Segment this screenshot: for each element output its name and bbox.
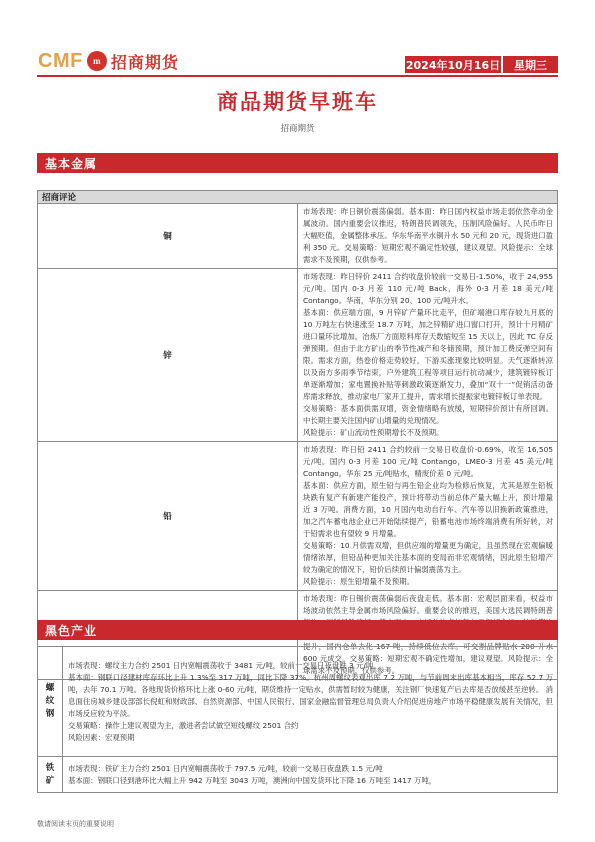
row-category: 锌 [38, 269, 298, 442]
table-row-copper [38, 204, 558, 269]
row-paragraph: 市场表现：昨日铅 2411 合约较前一交易日收盘价-0.69%，收至 16,505 元/吨。国内 0-3 月差 100 元/吨 Contango，LME0-3 月差 45 美元/吨 Contango。华东 25 元/吨贴水，精废价差 0 元/吨。 [303, 445, 553, 478]
page-subtitle: 招商期货 [280, 124, 315, 134]
report-date: 2024年10月16日 [405, 56, 501, 73]
row-paragraph: 市场表现：螺纹主力合约 2501 日内宽幅震荡收于 3481 元/吨，较前一交易日夜盘跌 3 元/吨 [68, 660, 374, 670]
row-body [298, 269, 558, 442]
logo-cn-text: 招商期货 [110, 52, 179, 72]
row-paragraph: 风险提示：矿山流动性预期增长不及预期。 [303, 428, 444, 437]
section-header-base-metals: 基本金属 [37, 153, 558, 173]
row-body [63, 757, 558, 793]
row-paragraph: 基本面：钢联口径到港环比大幅上升 942 万吨至 3043 万吨，澳洲向中国发货环比下降 16 万吨至 1417 万吨， [68, 775, 437, 785]
row-category [38, 757, 63, 793]
row-paragraph: 市场表现：昨日锡价震荡偏弱后夜盘走低。基本面：宏观层面来看，权益市场波动依然主导金属市场风险偏好。重要会议的推迟，美国大选民调特朗普 提升，国内仓单去化 167 吨，持续低位去库。可交割品牌贴水 200-升水 600 元成交。交易策略：短期宏观不确定性增加，建议观望。风险提示：全球需求不及预期，仅供参考。 [303, 594, 553, 675]
page-footer-note: 敬请阅读末页的重要说明 [37, 820, 114, 828]
row-body [298, 204, 558, 269]
row-paragraph: 市场表现：昨日铜价震荡偏弱。基本面：昨日国内权益市场走弱依然牵动金属波动。国内重要会议推迟，特朗普民调领先，压制风险偏好。人民币昨日大幅贬值，金属整体承压。华东华南平水铜升水 50 元和 20 元，现货进口盈利 350 元。交易策略：短期宏观不确定性较强，建议观望。风险提示：全球需求不及预期，仅供参考。 [303, 207, 553, 264]
row-paragraph: 交易策略：操作上建议观望为主，激进者尝试做空短线螺纹 2501 合约 [68, 720, 299, 730]
base-metals-table [37, 190, 558, 680]
page-header [0, 0, 595, 82]
row-paragraph: 基本面：钢联口径建材库存环比上升 1.3%至 317 万吨，同比下降 37%。杭州周螺纹表观出库 7.2 万吨，与节前周末出库基本相当，库存 52.7 万吨，去年 70.1 万吨。各地现货价格环比上涨 0-60 元/吨，期货维持一定贴水，供需暂时较为健康，关注钢厂快速复产后去库是否放缓甚至逆转。 消息面住房城乡建设部部长倪虹和财政部、自然资源部、中国人民银行、国家金融监督管理总局负责人介绍促进房地产市场平稳健康发展有关情况，但市场反应较为平淡。 [68, 672, 553, 718]
row-paragraph: 市场表现：铁矿主力合约 2501 日内宽幅震荡收于 797.5 元/吨，较前一交易日夜盘跌 1.5 元/吨 [68, 763, 383, 773]
black-industry-table [37, 646, 558, 793]
header-divider [37, 75, 558, 77]
row-paragraph: 基本面：供应端方面，9 月锌矿产量环比走平，但矿端港口库存较九月底的 10 万吨左右快速涨至 18.7 万吨，加之锌精矿进口窗口打开，预计十月精矿进口量环比增加。冶炼厂方面原料库存天数缩短至 15 天以上，因此 TC 存反弹预期。但由于北方矿山的季节性减产和冬储预期，预计加工费反弹空间有限。需求方面，热卷价格走势较好，下游买涨现象比较明显。天气逐渐转凉以及南方多雨季节结束，户外建筑工程等项目运行抗动减少，建筑镀锌板订单逐渐增加；家电置换补贴等刺激政策逐渐发力，叠加“双十一”促销活动备库需求释放，推动家电厂家开工提升，需求增长提振家电镀锌板订单表现。 [303, 308, 553, 401]
row-paragraph: 风险提示：原生铅增量不及预期。 [303, 577, 414, 586]
table-row-rebar [38, 647, 558, 757]
section-header-black: 黑色产业 [37, 620, 558, 640]
row-body [63, 647, 558, 757]
row-paragraph: 交易策略：基本面供需双增，资金情绪略有放缓，短期锌价预计有所回调。中长期主要关注国内矿山增量的兑现情况。 [303, 404, 553, 425]
row-category-text: 铁矿 [45, 762, 55, 786]
logo-en-text: CMF [38, 49, 83, 72]
report-weekday: 星期三 [503, 56, 558, 73]
row-paragraph: 交易策略：10 月供需双增，但供应端的增量更为确定，且虽然现在宏观偏暖情绪浓厚，但铅品种更加关注基本面的变局而非宏观情绪，因此原生铅增产较为确定的情况下，铅价后续预计偏弱震荡为主。 [303, 541, 553, 574]
table-row-zinc [38, 269, 558, 442]
row-category: 铅 [38, 442, 298, 591]
row-paragraph: 风险因素：宏观预期 [68, 732, 135, 742]
row-body [298, 442, 558, 591]
row-paragraph: 基本面：供应方面，原生铅与再生铅企业均为检修后恢复，尤其是原生铅板块跌有复产有新建产能投产，预计将带动当前总体产量大幅上升，预计增量近 3 万吨。消费方面，10 月国内电动自行车、汽车等以旧换新政策推进，加之汽车蓄电池企业已开始陆续提产，铅蓄电池市场终端消费有所好转，对于铅需求也有望较 9 月增量。 [303, 481, 553, 538]
table-row-lead [38, 442, 558, 591]
table-header-cell: 招商评论 [38, 191, 558, 204]
row-paragraph: 市场表现：昨日锌价 2411 合约收盘价较前一交易日-1.50%，收于 24,955 元/吨。国内 0-3 月差 110 元/吨 Back，海外 0-3 月差 18 美元/吨 Contango。华南，华东分别 20、100 元/吨升水。 [303, 272, 553, 305]
company-logo [38, 48, 179, 74]
row-category [38, 647, 63, 757]
table-header-row [38, 191, 558, 204]
row-category: 铜 [38, 204, 298, 269]
row-category-text: 螺纹钢 [45, 683, 55, 719]
table-row-iron-ore [38, 757, 558, 793]
logo-badge-icon: m [87, 51, 107, 71]
page-title: 商品期货早班车 [217, 90, 378, 114]
